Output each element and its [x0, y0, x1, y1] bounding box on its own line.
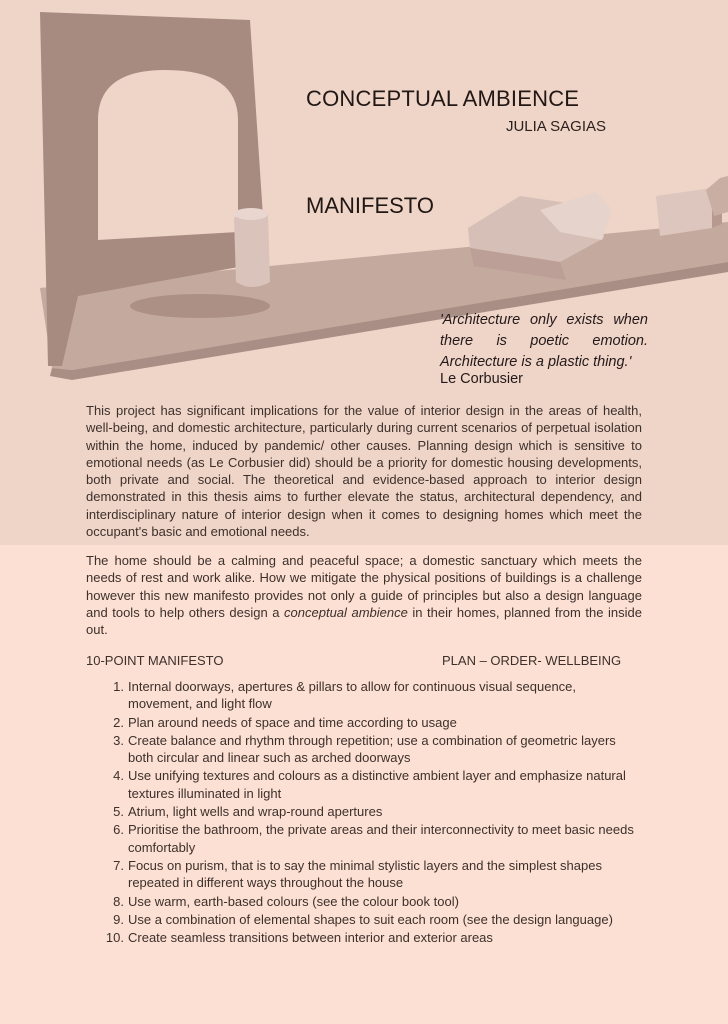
item-number: 9. [113, 911, 124, 927]
floor-shadow [130, 294, 270, 318]
list-item [86, 821, 642, 856]
page-title: CONCEPTUAL AMBIENCE [306, 86, 580, 111]
list-item [86, 714, 642, 731]
item-number: 8. [113, 893, 124, 909]
item-text: Atrium, light wells and wrap-round apertures [128, 804, 383, 820]
item-text: Prioritise the bathroom, the private areas and their interconnectivity to meet basic needs comfortably [128, 822, 634, 855]
second-paragraph [86, 552, 642, 638]
list-item [86, 732, 642, 767]
list-item [86, 893, 642, 910]
quote-text: 'Architecture only exists when there is poetic emotion. Architecture is a plastic thing.' [440, 312, 648, 370]
item-number: 1. [113, 679, 124, 694]
paragraph-text: in their homes, planned from the inside out. [86, 604, 642, 638]
paragraph-text: The home should be a calming and peaceful space; a domestic sanctuary which meets the needs of rest and work alike. How we mitigate the physical positions of buildings is a challenge however this new manifesto provides not only a guide of principles but also a design language and tools to help others design a [86, 553, 642, 620]
list-item [86, 678, 642, 713]
item-text: Create balance and rhythm through repetition; use a combination of geometric layers both circular and linear such as arched doorways [128, 732, 616, 766]
manifesto-subtitle: PLAN – ORDER- WELLBEING [442, 653, 622, 668]
list-item [86, 857, 642, 892]
item-number: 3. [113, 732, 124, 748]
item-number: 7. [113, 857, 124, 873]
manifesto-label: 10-POINT MANIFESTO [86, 653, 224, 668]
cabinet-object [656, 188, 712, 236]
item-text: Use unifying textures and colours as a distinctive ambient layer and emphasize natural textures illuminated in light [128, 768, 626, 801]
item-text: Focus on purism, that is to say the minimal stylistic layers and the simplest shapes repeated in different ways throughout the house [128, 857, 602, 891]
section-heading: MANIFESTO [306, 193, 434, 218]
list-item [86, 929, 642, 946]
item-text: Plan around needs of space and time according to usage [128, 714, 457, 730]
item-number: 5. [113, 804, 124, 820]
vase-object [234, 211, 270, 287]
item-number: 6. [113, 822, 124, 838]
item-text: Use a combination of elemental shapes to suit each room (see the design language) [128, 911, 613, 927]
intro-paragraph: This project has significant implications for the value of interior design in the areas of health, well-being, and domestic architecture, particularly during current scenarios of perpetual isolation within the home, induced by pandemic/ other causes. Planning design which is sensitive to emotional needs (as Le Corbusier did) should be a priority for domestic housing developments, both private and social. The theoretical and evidence-based approach to interior design demonstrated in this thesis aims to further elevate the status, architectural dependency, and interdisciplinary nature of interior design when it comes to designing homes which meet the occupant's basic and emotional needs. [86, 403, 642, 540]
author-name: JULIA SAGIAS [505, 118, 606, 135]
item-number: 2. [113, 714, 124, 730]
item-text: Use warm, earth-based colours (see the colour book tool) [128, 893, 459, 909]
list-item [86, 803, 642, 820]
item-text: Create seamless transitions between interior and exterior areas [128, 930, 493, 946]
item-number: 4. [113, 768, 124, 784]
item-text: Internal doorways, apertures & pillars to allow for continuous visual sequence, movement, and light flow [128, 679, 577, 712]
quote-author: Le Corbusier [440, 371, 524, 387]
item-number: 10. [105, 930, 124, 946]
emphasis-text: conceptual ambience [284, 604, 408, 620]
list-item [86, 911, 642, 928]
list-item [86, 767, 642, 802]
manifesto-list [86, 678, 642, 947]
